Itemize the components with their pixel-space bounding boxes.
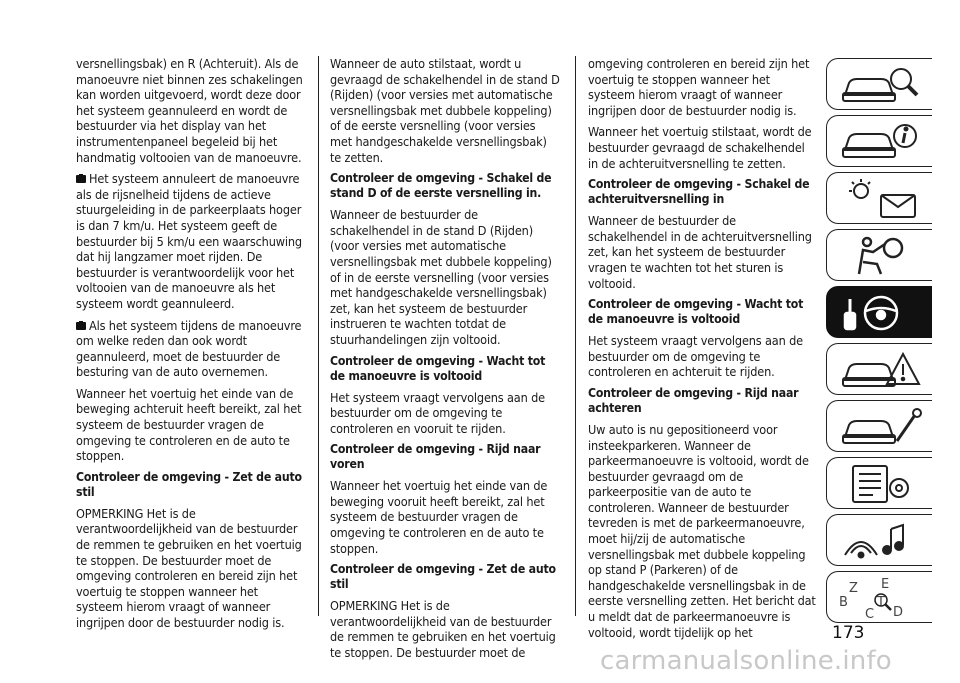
section-heading: Controleer de omgeving - Zet de auto stil [76,469,302,499]
seat-airbag-icon [837,234,927,278]
car-search-icon [837,63,927,107]
chapter-tab-car-search[interactable] [826,58,932,110]
paragraph: Wanneer het voertuig het einde van de beweging vooruit heeft bereikt, zal het systeem de bestuurder vragen de omgeving te controleren en de auto te stoppen. [330,478,548,556]
paragraph: Wanneer de auto stilstaat, wordt u gevraagd de schakelhendel in de stand D (Rijden) (voor versies met automatische versnellingsbak met dubbele koppeling) of de eerste versnelling (voor versies met handgeschakelde versnellingsbak) te zetten. [330,56,560,165]
chapter-tab-lights-message[interactable] [826,172,932,224]
paragraph: Als het systeem tijdens de manoeuvre om welke reden dan ook wordt geannuleerd, moet de bestuurder de besturing van de auto overnemen. [76,317,302,380]
chapter-tab-technical-data[interactable] [826,457,932,509]
paragraph: OPMERKING Het is de verantwoordelijkheid van de bestuurder de remmen te gebruiken en het voertuig te stoppen. De bestuurder moet de omgeving controleren en bereid zijn het voertuig te stoppen wanneer het systeem hierom vraagt of wanneer ingrijpen door de bestuurder nodig is. [76,505,302,630]
chapter-tab-car-warning[interactable] [826,343,932,395]
paragraph: omgeving controleren en bereid zijn het voertuig te stoppen wanneer het systeem hierom vraagt of wanneer ingrijpen door de bestuurder nodig is. [588,56,810,118]
car-info-icon [837,120,927,164]
text-column-1 [76,56,306,637]
watermark: carmanualsonline.info [600,646,892,676]
section-heading: Controleer de omgeving - Wacht tot de manoeuvre is voltooid [588,297,804,327]
car-service-icon [837,405,927,449]
column-divider [318,56,319,616]
index-letter: E [881,577,890,592]
index-letter: T [877,595,885,610]
section-heading: Controleer de omgeving - Schakel de stand D of de eerste versnelling in. [330,171,552,201]
section-heading: Controleer de omgeving - Wacht tot de manoeuvre is voltooid [330,353,546,383]
technical-data-icon [837,462,927,506]
paragraph: Het systeem vraagt vervolgens aan de bestuurder om de omgeving te controleren en vooruit te rijden. [330,389,545,436]
index-letter: B [839,595,848,610]
paragraph: OPMERKING Het is de verantwoordelijkheid van de bestuurder de remmen te gebruiken en het voertuig te stoppen. De bestuurder moet de [330,598,556,661]
car-warning-icon [837,348,927,392]
index-letter: D [893,605,904,620]
page-number: 173 [832,623,865,643]
chapter-tab-seat-airbag[interactable] [826,229,932,281]
multimedia-icon [837,519,927,563]
key-steering-wheel-icon [837,291,927,335]
paragraph: Het systeem annuleert de manoeuvre als de rijsnelheid tijdens de actieve stuurgeleiding in de parkeerplaats hoger is dan 7 km/u. Het systeem geeft de bestuurder bij 5 km/u een waarschuwing dat hij langzamer moet rijden. De bestuurder is verantwoordelijk voor het voltooien van de manoeuvre als het systeem wordt geannuleerd. [76,171,302,311]
text-column-3 [588,56,818,646]
section-heading: Controleer de omgeving - Zet de auto stil [330,562,556,592]
alphabetical-index-icon [837,576,927,620]
paragraph: Wanneer de bestuurder de schakelhendel in de achteruitversnelling zet, kan het systeem de bestuurder vragen te wachten tot het sturen is voltooid. [588,213,812,291]
paragraph: Wanneer het voertuig het einde van de beweging achteruit heeft bereikt, zal het systeem de bestuurder vragen de omgeving te controleren en de auto te stoppen. [76,385,302,464]
bullet-icon [76,174,86,184]
section-heading: Controleer de omgeving - Schakel de achteruitversnelling in [588,177,810,207]
chapter-tab-alphabetical-index[interactable] [826,571,932,623]
lights-message-icon [837,177,927,221]
section-heading: Controleer de omgeving - Rijd naar voren [330,442,541,472]
text-column-2 [330,56,560,667]
paragraph: Wanneer het voertuig stilstaat, wordt de bestuurder gevraagd de schakelhendel in de achteruitversnelling te zetten. [588,124,812,171]
paragraph: Uw auto is nu gepositioneerd voor insteekparkeren. Wanneer de parkeermanoeuvre is voltooid, wordt de bestuurder gevraagd om de parkeerpositie van de auto te controleren. Wanneer de bestuurder tevreden is met de parkeermanoeuvre, moet hij/zij de automatische versnellingsbak met dubbele koppeling op stand P (Parkeren) of de handgeschakelde versnellingsbak in de eerste versnelling zetten. Het bericht dat u meldt dat de parkeermanoeuvre is voltooid, wordt tijdelijk op het [588,421,816,640]
chapter-tab-car-info[interactable] [826,115,932,167]
paragraph: Het systeem vraagt vervolgens aan de bestuurder om de omgeving te controleren en achteruit te rijden. [588,333,803,380]
index-letter: Z [849,581,858,596]
chapter-tab-car-service[interactable] [826,400,932,452]
chapter-tab-multimedia[interactable] [826,514,932,566]
chapter-tab-key-steering[interactable] [826,286,932,338]
paragraph: Wanneer de bestuurder de schakelhendel in de stand D (Rijden) (voor versies met automatische versnellingsbak met dubbele koppeling) of in de eerste versnelling (voor versies met handgeschakelde versnellingsbak) zet, kan het systeem de bestuurder instrueren te wachten totdat de stuurhandelingen zijn voltooid. [330,207,552,347]
column-divider [575,56,576,616]
section-heading: Controleer de omgeving - Rijd naar achteren [588,385,799,415]
paragraph: versnellingsbak) en R (Achteruit). Als de manoeuvre niet binnen zes schakelingen kan worden uitgevoerd, wordt deze door het systeem geannuleerd en wordt de bestuurder via het display van het instrumentenpaneel begeleid bij het handmatig voltooien van de manoeuvre. [76,56,303,165]
bullet-icon [76,321,86,331]
index-letter: C [865,607,875,620]
